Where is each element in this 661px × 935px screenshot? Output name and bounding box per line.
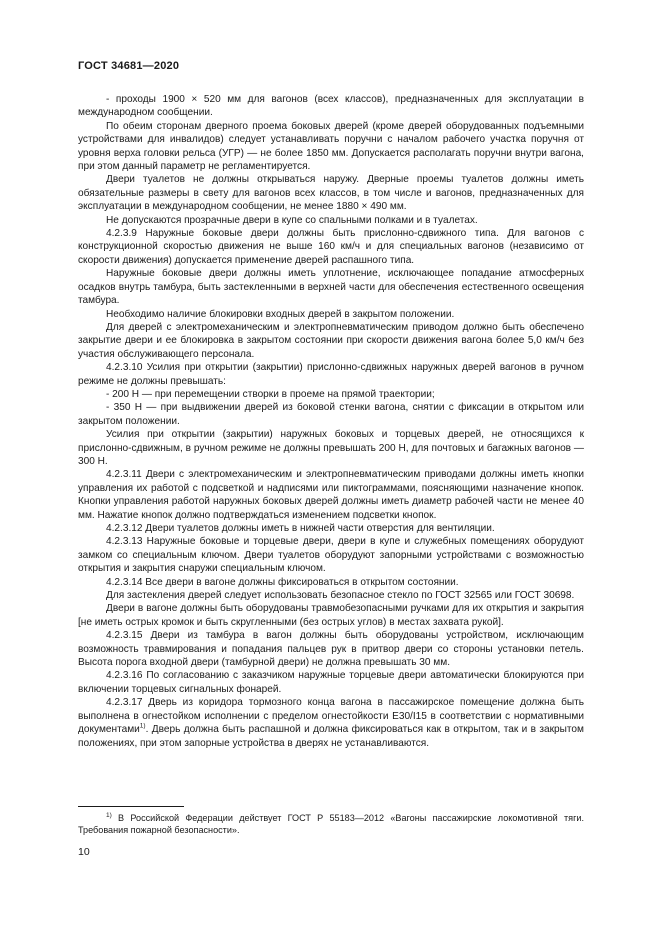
- paragraph: 4.2.3.10 Усилия при открытии (закрытии) прислонно-сдвижных наружных дверей вагонов в ручном режиме не должны превышать:: [78, 362, 584, 387]
- document-body: [78, 93, 584, 750]
- paragraph: Усилия при открытии (закрытии) наружных боковых и торцевых дверей, не относящихся к прислонно-сдвижным, в ручном режиме не должны превышать 200 Н, для почтовых и багажных вагонов — 300 Н.: [78, 429, 584, 467]
- paragraph: 4.2.3.9 Наружные боковые двери должны быть прислонно-сдвижного типа. Для вагонов с конструкционной скоростью движения не выше 160 км/ч и для специальных вагонов (независимо от скорости движения) допускается применение дверей распашного типа.: [78, 228, 584, 266]
- paragraph-text: . Дверь должна быть распашной и должна фиксироваться как в открытом, так и в закрытом положениях, при этом запорные устройства в дверях не устанавливаются.: [78, 724, 584, 749]
- paragraph: 4.2.3.16 По согласованию с заказчиком наружные торцевые двери автоматически блокируются при включении торцевых сигнальных фонарей.: [78, 670, 584, 695]
- footnote-text: В Российской Федерации действует ГОСТ Р 55183—2012 «Вагоны пассажирские локомотивной тяги. Требования пожарной безопасности».: [78, 813, 584, 836]
- paragraph: - проходы 1900 × 520 мм для вагонов (всех классов), предназначенных для эксплуатации в международном сообщении.: [78, 94, 584, 119]
- paragraph: По обеим сторонам дверного проема боковых дверей (кроме дверей оборудованных подъемными устройствами для инвалидов) следует устанавливать поручни с началом рабочего участка поручня от уровня верха головки рельса (УГР) — не более 1850 мм. Допускается располагать поручни внутри вагона, при этом данный параметр не регламентируется.: [78, 120, 584, 173]
- paragraph: Необходимо наличие блокировки входных дверей в закрытом положении.: [106, 308, 455, 320]
- footnote: [78, 812, 584, 837]
- paragraph: - 350 Н — при выдвижении дверей из боковой стенки вагона, снятии с фиксации в открытом или закрытом положении.: [78, 402, 584, 427]
- paragraph: - 200 Н — при перемещении створки в проеме на прямой траектории;: [106, 388, 435, 400]
- paragraph: 4.2.3.14 Все двери в вагоне должны фиксироваться в открытом состоянии.: [106, 576, 459, 588]
- footnote-reference[interactable]: 1): [139, 722, 146, 730]
- paragraph: Не допускаются прозрачные двери в купе со спальными полками и в туалетах.: [106, 214, 478, 226]
- footnote-divider: [78, 806, 184, 807]
- paragraph: Для дверей с электромеханическим и электропневматическим приводом должно быть обеспечено закрытие двери и ее блокировка в закрытом состоянии при скорости движения вагона более 5,0 км/ч без участия обслуживающего персонала.: [78, 321, 584, 360]
- page-number: 10: [78, 846, 90, 858]
- footnote-marker: 1): [106, 811, 112, 819]
- paragraph: Двери в вагоне должны быть оборудованы травмобезопасными ручками для их открытия и закрытия [не иметь острых кромок и быть скругленными (без острых углов) в местах захвата рукой].: [78, 603, 584, 628]
- paragraph: 4.2.3.15 Двери из тамбура в вагон должны быть оборудованы устройством, исключающим возможность травмирования и попадания пальцев рук в притвор двери со стороны установки петель. Высота порога входной двери (тамбурной двери) не должна превышать 30 мм.: [78, 630, 584, 669]
- paragraph-with-footnote-ref: [78, 696, 584, 750]
- paragraph: 4.2.3.11 Двери с электромеханическим и электропневматическим приводами должны иметь кнопки управления их работой с подсветкой и надписями или пиктограммами, поясняющими назначение кнопок. Кнопки управления работой наружных боковых дверей должны иметь диаметр рабочей части не менее 40 мм. Нажатие кнопок должно подтверждаться изменением подсветки кнопок.: [78, 469, 584, 521]
- paragraph: Для застекления дверей следует использовать безопасное стекло по ГОСТ 32565 или ГОСТ 30698.: [106, 590, 575, 602]
- paragraph-text: 4.2.3.17 Дверь из коридора тормозного конца вагона в пассажирское помещение должна быть выполнена в огнестойком исполнении с пределом огнестойкости Е30/I15 в соответствии с нормативными документами: [78, 697, 584, 736]
- paragraph: 4.2.3.12 Двери туалетов должны иметь в нижней части отверстия для вентиляции.: [106, 523, 495, 534]
- paragraph: Двери туалетов не должны открываться наружу. Дверные проемы туалетов должны иметь обязательные размеры в свету для вагонов всех классов, в том числе и вагонов, предназначенных для эксплуатации в международном сообщении, не менее 1880 × 490 мм.: [78, 174, 584, 213]
- document-header: ГОСТ 34681—2020: [78, 60, 180, 72]
- paragraph: Наружные боковые двери должны иметь уплотнение, исключающее попадание атмосферных осадков внутрь тамбура, быть застекленными в верхней части для обеспечения естественного освещения тамбура.: [78, 268, 584, 307]
- paragraph: 4.2.3.13 Наружные боковые и торцевые двери, двери в купе и служебных помещениях оборудуют замком со специальным ключом. Двери туалетов оборудуют запорными устройствами с возможностью открытия и закрытия снаружи специальным ключом.: [78, 536, 584, 575]
